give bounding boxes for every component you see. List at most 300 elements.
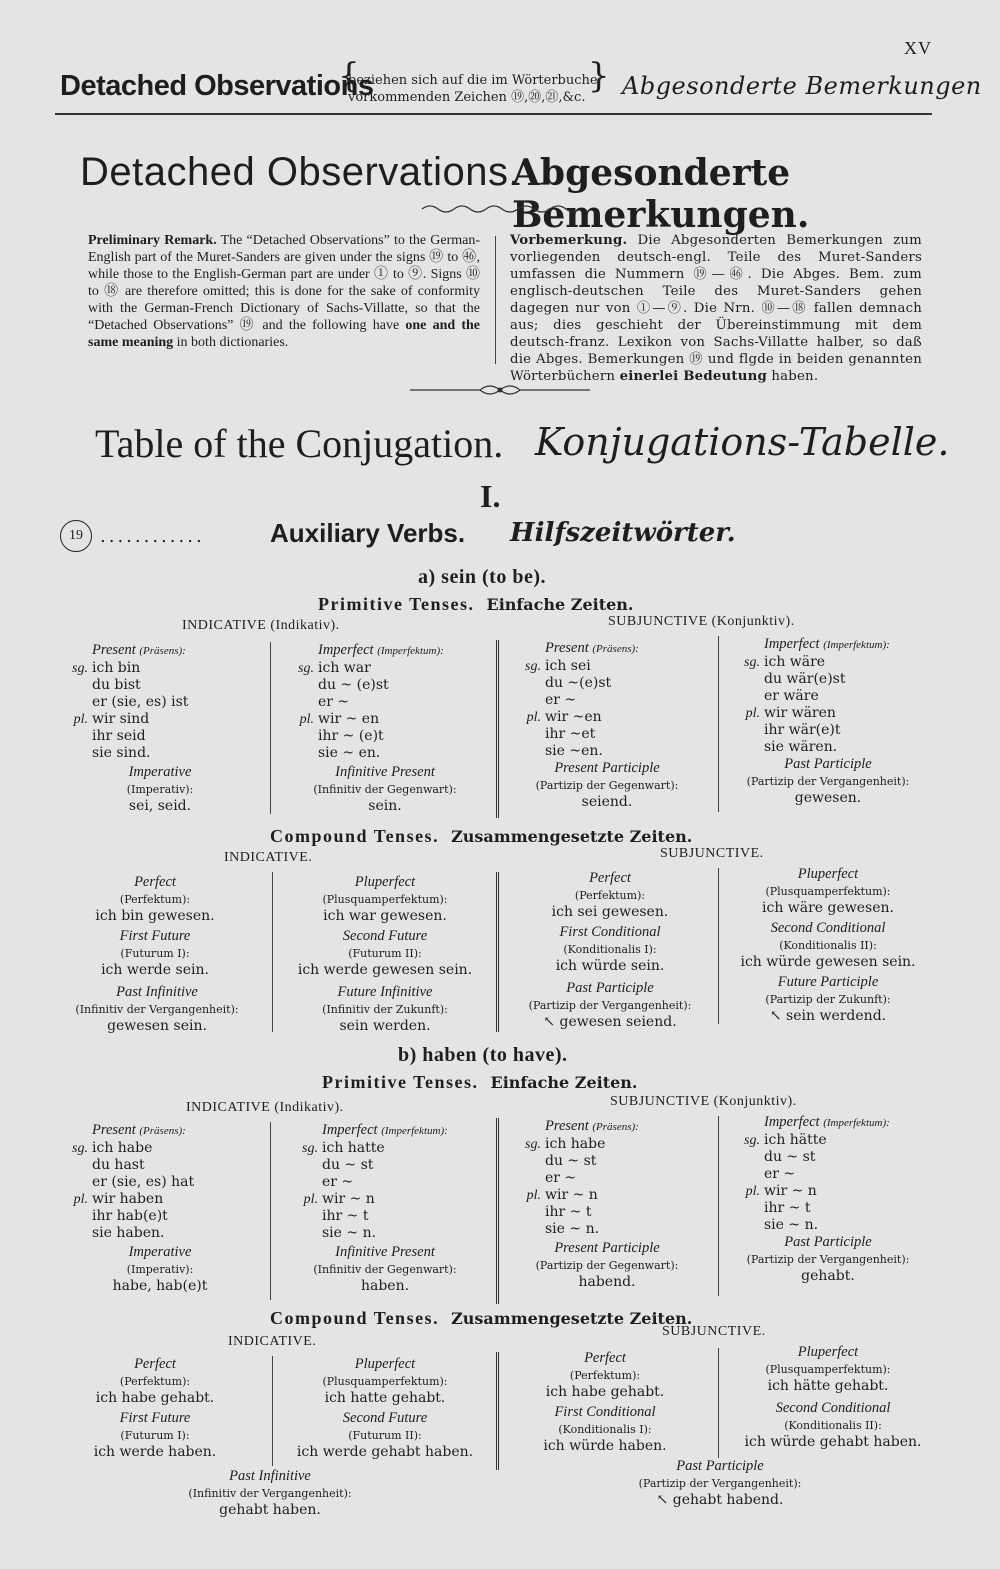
form-german: (Plusquamperfektum):: [322, 893, 448, 906]
form-german: (Perfektum):: [574, 889, 646, 902]
form-value: haben.: [360, 1278, 410, 1294]
tense-label: [318, 642, 444, 660]
form-label: First Conditional: [554, 1404, 656, 1420]
header-rule: [55, 113, 932, 115]
form-german: (Partizip der Vergangenheit):: [746, 1253, 910, 1266]
tense-name: Present: [545, 640, 589, 656]
conj-row: [764, 1217, 890, 1234]
column-divider: [270, 1122, 271, 1300]
conj-row: [318, 745, 444, 762]
sein-c-ind-pluperfect: [290, 874, 480, 925]
haben-c-ind-perfect: [75, 1356, 235, 1407]
conj-row: [545, 692, 639, 709]
conj-form: wir ~en: [545, 709, 602, 725]
conj-row: [92, 728, 188, 745]
preliminary-remark-tail-de: haben.: [766, 369, 819, 384]
form-value: ich bin gewesen.: [95, 908, 215, 924]
conj-form: ihr ~ (e)t: [318, 728, 384, 744]
column-divider: [272, 1356, 273, 1466]
number-marker: pl.: [299, 712, 314, 727]
form-german: (Partizip der Vergangenheit):: [528, 999, 692, 1012]
sein-c-first-conditional: [515, 924, 705, 975]
form-value: habend.: [578, 1274, 636, 1290]
haben-c-past-participle: [610, 1458, 830, 1509]
conj-form: sie ~en.: [545, 743, 603, 759]
conj-row: [764, 722, 890, 739]
tense-german: (Imperfektum):: [381, 1125, 448, 1137]
number-marker: sg.: [525, 1137, 541, 1152]
conj-form: wir ~ n: [545, 1187, 598, 1203]
subjunctive-label: SUBJUNCTIVE (Konjunktiv).: [608, 614, 795, 629]
conj-form: wir ~ n: [764, 1183, 817, 1199]
section-ornament: [410, 380, 590, 400]
conj-form: sie ~ n.: [545, 1221, 600, 1237]
form-label: Perfect: [134, 874, 176, 890]
sein-imperative: [95, 764, 225, 815]
preliminary-remark-german: [510, 232, 922, 385]
form-value: ich werde gewesen sein.: [297, 962, 473, 978]
conj-row: [545, 1221, 639, 1238]
form-label: Past Participle: [676, 1458, 764, 1474]
auxiliary-verbs-heading: Auxiliary Verbs.: [270, 518, 466, 548]
primitive-tenses-de: Einfache Zeiten.: [490, 1073, 638, 1092]
observation-number-badge: 19: [60, 520, 92, 552]
conj-row: [72, 660, 188, 677]
conj-row: [764, 688, 890, 705]
section-numeral: I.: [480, 478, 501, 514]
conj-form: du ~(e)st: [545, 675, 612, 691]
conj-row: [299, 711, 444, 728]
conj-form: ihr ~ t: [322, 1208, 369, 1224]
form-label: Future Infinitive: [337, 984, 433, 1000]
indicative-label: INDICATIVE.: [224, 850, 313, 865]
preliminary-remark-english: [88, 232, 480, 351]
form-value: ich war gewesen.: [323, 908, 447, 924]
conj-row: [322, 1157, 448, 1174]
form-label: Infinitive Present: [335, 764, 435, 780]
form-label: Past Infinitive: [229, 1468, 311, 1484]
conj-form: du ~ st: [764, 1149, 816, 1165]
conj-row: [92, 677, 188, 694]
form-german: (Imperativ):: [126, 783, 194, 796]
conjugation-title-english: Table of the Conjugation.: [95, 421, 504, 466]
conj-form: er ~: [764, 1166, 796, 1182]
verb-heading-haben: b) haben (to have).: [398, 1044, 568, 1066]
conj-form: ich wäre: [764, 654, 826, 670]
conj-form: ich war: [318, 660, 371, 676]
form-value: ich sei gewesen.: [551, 904, 669, 920]
number-marker: sg.: [72, 1141, 88, 1156]
conj-form: er wäre: [764, 688, 819, 704]
form-value: sein.: [368, 798, 402, 814]
haben-c-past-infinitive: [170, 1468, 370, 1519]
haben-sub-imperfect: [744, 1114, 890, 1234]
sein-c-past-participle: [510, 980, 710, 1031]
conj-row: [745, 1183, 890, 1200]
conj-form: ihr hab(e)t: [92, 1208, 168, 1224]
primitive-tenses-en: Primitive Tenses.: [322, 1072, 479, 1092]
conj-form: ich habe: [92, 1140, 153, 1156]
conj-row: [545, 743, 639, 760]
tense-label: [92, 642, 188, 660]
conj-form: wir sind: [92, 711, 150, 727]
form-label: Past Participle: [784, 756, 872, 772]
conj-form: sie sind.: [92, 745, 151, 761]
column-divider: [718, 1116, 719, 1296]
form-german: (Partizip der Zukunft):: [765, 993, 891, 1006]
form-label: Present Participle: [554, 1240, 660, 1256]
form-value: habe, hab(e)t: [112, 1278, 208, 1294]
conj-form: wir ~ n: [322, 1191, 375, 1207]
tense-german: (Imperfektum):: [823, 1117, 890, 1129]
leader-dots: ............: [100, 526, 205, 547]
sein-sub-present: [525, 640, 639, 760]
conj-row: [545, 1170, 639, 1187]
number-marker: sg.: [744, 1133, 760, 1148]
haben-c-second-future: [290, 1410, 480, 1461]
form-german: (Partizip der Vergangenheit):: [638, 1477, 802, 1490]
sein-c-second-future: [290, 928, 480, 979]
form-german: (Perfektum):: [569, 1369, 641, 1382]
conj-form: ihr wär(e)t: [764, 722, 841, 738]
conj-row: [92, 1174, 194, 1191]
preliminary-remark-emphasis-de: einerlei Bedeutung: [619, 369, 767, 384]
title-german: Abgesonderte Bemerkungen.: [512, 152, 810, 236]
primitive-tenses-heading: [318, 594, 634, 615]
form-value: ↖ gewesen seiend.: [543, 1014, 677, 1030]
form-german: (Plusquamperfektum):: [765, 885, 891, 898]
sein-c-first-future: [75, 928, 235, 979]
form-german: (Futurum I):: [120, 1429, 190, 1442]
number-marker: pl.: [73, 712, 88, 727]
number-marker: pl.: [526, 1188, 541, 1203]
tense-label: [322, 1122, 448, 1140]
conj-row: [764, 671, 890, 688]
conj-row: [745, 705, 890, 722]
conj-form: ich bin: [92, 660, 141, 676]
sein-c-sub-perfect: [515, 870, 705, 921]
tense-german: (Präsens):: [139, 645, 186, 657]
number-marker: sg.: [744, 655, 760, 670]
conj-row: [526, 709, 639, 726]
number-marker: sg.: [525, 659, 541, 674]
conj-form: sie wären.: [764, 739, 838, 755]
form-label: Pluperfect: [354, 1356, 416, 1372]
form-german: (Partizip der Gegenwart):: [535, 779, 679, 792]
form-label: Infinitive Present: [335, 1244, 435, 1260]
conj-form: ihr ~et: [545, 726, 596, 742]
form-value: ich hatte gehabt.: [324, 1390, 446, 1406]
form-german: (Imperativ):: [126, 1263, 194, 1276]
sein-infinitive-present: [290, 764, 480, 815]
sein-c-ind-perfect: [75, 874, 235, 925]
conj-row: [764, 1166, 890, 1183]
compound-tenses-de: Zusammengesetzte Zeiten.: [451, 827, 693, 846]
haben-infinitive-present: [290, 1244, 480, 1295]
indicative-label: INDICATIVE.: [228, 1334, 317, 1349]
tense-name: Present: [545, 1118, 589, 1134]
haben-c-first-future: [75, 1410, 235, 1461]
form-german: (Plusquamperfektum):: [322, 1375, 448, 1388]
form-label: Pluperfect: [797, 1344, 859, 1360]
number-marker: pl.: [73, 1192, 88, 1207]
preliminary-remark-label-de: Vorbemerkung.: [510, 233, 628, 248]
conj-form: er ~: [322, 1174, 354, 1190]
form-value: ich werde haben.: [93, 1444, 217, 1460]
indicative-label: INDICATIVE (Indikativ).: [186, 1100, 344, 1115]
conj-row: [318, 694, 444, 711]
running-head-german: Abgesonderte Bemerkungen: [622, 72, 982, 100]
form-value: gewesen.: [794, 790, 862, 806]
column-divider: [495, 236, 496, 364]
conj-row: [73, 711, 188, 728]
column-divider: [496, 1352, 499, 1470]
conj-form: sie ~ en.: [318, 745, 381, 761]
conj-row: [318, 677, 444, 694]
conj-row: [92, 694, 188, 711]
form-label: First Future: [119, 1410, 191, 1426]
conj-row: [92, 745, 188, 762]
form-label: Second Future: [342, 1410, 428, 1426]
number-marker: sg.: [72, 661, 88, 676]
haben-c-sub-pluperfect: [728, 1344, 928, 1395]
primitive-tenses-en: Primitive Tenses.: [318, 594, 475, 614]
tense-german: (Imperfektum):: [377, 645, 444, 657]
conj-form: ihr ~ t: [545, 1204, 592, 1220]
form-german: (Infinitiv der Vergangenheit):: [75, 1003, 239, 1016]
haben-imperative: [90, 1244, 230, 1295]
tense-label: [764, 1114, 890, 1132]
form-german: (Konditionalis I):: [558, 1423, 652, 1436]
preliminary-remark-tail: in both dictionaries.: [173, 335, 289, 350]
form-german: (Konditionalis I):: [563, 943, 657, 956]
number-marker: pl.: [745, 1184, 760, 1199]
conj-form: sie haben.: [92, 1225, 165, 1241]
conj-row: [72, 1140, 194, 1157]
form-label: Past Infinitive: [116, 984, 198, 1000]
conj-form: er ~: [545, 692, 577, 708]
conj-row: [73, 1191, 194, 1208]
conj-form: er ~: [545, 1170, 577, 1186]
number-marker: pl.: [745, 706, 760, 721]
conj-form: sie ~ n.: [322, 1225, 377, 1241]
conj-form: ich sei: [545, 658, 591, 674]
form-german: (Partizip der Vergangenheit):: [746, 775, 910, 788]
form-german: (Konditionalis II):: [779, 939, 877, 952]
sein-c-future-participle: [728, 974, 928, 1025]
form-german: (Infinitiv der Vergangenheit):: [188, 1487, 352, 1500]
tense-name: Imperfect: [322, 1122, 378, 1138]
conj-row: [322, 1225, 448, 1242]
form-german: (Plusquamperfektum):: [765, 1363, 891, 1376]
form-value: ich würde sein.: [555, 958, 665, 974]
conj-row: [525, 658, 639, 675]
form-label: Past Participle: [566, 980, 654, 996]
form-value: ich habe gehabt.: [545, 1384, 665, 1400]
form-value: ich werde sein.: [101, 962, 209, 978]
conj-row: [92, 1208, 194, 1225]
subjunctive-label: SUBJUNCTIVE.: [660, 846, 764, 861]
sein-ind-present: [72, 642, 189, 762]
tense-label: [545, 1118, 639, 1136]
title-english: Detached Observations.: [80, 150, 521, 194]
haben-sub-present: [525, 1118, 639, 1238]
tense-german: (Präsens):: [139, 1125, 186, 1137]
conj-form: wir haben: [92, 1191, 164, 1207]
running-head-note-line: vorkommenden Zeichen ⑲,⑳,㉑,&c.: [348, 90, 586, 105]
form-label: Present Participle: [554, 760, 660, 776]
number-marker: sg.: [298, 661, 314, 676]
conj-row: [526, 1187, 639, 1204]
form-label: Future Participle: [777, 974, 879, 990]
form-value: sei, seid.: [128, 798, 192, 814]
conj-form: du bist: [92, 677, 141, 693]
conj-form: du ~ (e)st: [318, 677, 389, 693]
form-value: gehabt.: [801, 1268, 855, 1284]
form-label: Past Participle: [784, 1234, 872, 1250]
verb-heading-sein: a) sein (to be).: [418, 566, 546, 588]
primitive-tenses-heading: [322, 1072, 638, 1093]
subjunctive-label: SUBJUNCTIVE (Konjunktiv).: [610, 1094, 797, 1109]
form-value: ich habe gehabt.: [95, 1390, 215, 1406]
compound-tenses-heading: [270, 826, 692, 847]
form-german: (Perfektum):: [119, 893, 191, 906]
conj-row: [744, 654, 890, 671]
tense-name: Present: [92, 642, 136, 658]
running-head-note: [348, 72, 598, 106]
form-label: First Conditional: [559, 924, 661, 940]
conj-form: ihr ~ t: [764, 1200, 811, 1216]
form-german: (Futurum I):: [120, 947, 190, 960]
tense-german: (Präsens):: [592, 643, 639, 655]
tense-german: (Präsens):: [592, 1121, 639, 1133]
conj-row: [92, 1225, 194, 1242]
column-divider: [496, 1118, 499, 1304]
conj-row: [303, 1191, 448, 1208]
conj-row: [318, 728, 444, 745]
page-number: XV: [904, 38, 932, 58]
column-divider: [718, 636, 719, 812]
conj-row: [92, 1157, 194, 1174]
form-label: Pluperfect: [354, 874, 416, 890]
haben-ind-imperfect: [302, 1122, 448, 1242]
form-label: Perfect: [134, 1356, 176, 1372]
conj-row: [764, 1200, 890, 1217]
sein-present-participle: [512, 760, 702, 811]
conj-row: [545, 726, 639, 743]
conj-form: er (sie, es) ist: [92, 694, 189, 710]
form-german: (Partizip der Gegenwart):: [535, 1259, 679, 1272]
form-value: ich würde gewesen sein.: [740, 954, 916, 970]
conj-row: [764, 1149, 890, 1166]
compound-tenses-en: Compound Tenses.: [270, 1308, 440, 1328]
number-marker: pl.: [303, 1192, 318, 1207]
tense-name: Imperfect: [764, 1114, 820, 1130]
form-value: gehabt haben.: [219, 1502, 321, 1518]
conj-row: [545, 675, 639, 692]
conj-row: [322, 1174, 448, 1191]
form-label: First Future: [119, 928, 191, 944]
tense-name: Imperfect: [318, 642, 374, 658]
tense-label: [764, 636, 890, 654]
form-label: Pluperfect: [797, 866, 859, 882]
conj-form: du ~ st: [545, 1153, 597, 1169]
form-german: (Futurum II):: [348, 947, 422, 960]
conj-form: er ~: [318, 694, 350, 710]
tense-name: Imperfect: [764, 636, 820, 652]
conj-form: du wär(e)st: [764, 671, 846, 687]
sein-c-sub-pluperfect: [728, 866, 928, 917]
conj-form: ich hatte: [322, 1140, 385, 1156]
tense-label: [545, 640, 639, 658]
number-marker: pl.: [526, 710, 541, 725]
sein-past-participle: [728, 756, 928, 807]
conj-row: [322, 1208, 448, 1225]
haben-ind-present: [72, 1122, 195, 1242]
form-value: ↖ sein werdend.: [769, 1008, 887, 1024]
compound-tenses-de: Zusammengesetzte Zeiten.: [451, 1309, 693, 1328]
haben-present-participle: [512, 1240, 702, 1291]
form-value: sein werden.: [339, 1018, 431, 1034]
form-german: (Perfektum):: [119, 1375, 191, 1388]
haben-c-first-conditional: [510, 1404, 700, 1455]
conj-form: sie ~ n.: [764, 1217, 819, 1233]
column-divider: [496, 640, 499, 818]
preliminary-remark-emphasis: one and the same meaning: [88, 318, 480, 350]
number-marker: sg.: [302, 1141, 318, 1156]
form-value: ich würde gehabt haben.: [744, 1434, 922, 1450]
running-head-english: Detached Observations: [60, 70, 374, 102]
conj-row: [545, 1204, 639, 1221]
column-divider: [496, 872, 499, 1032]
compound-tenses-heading: [270, 1308, 692, 1329]
conjugation-title-german: Konjugations-Tabelle.: [535, 420, 950, 464]
form-label: Imperative: [128, 764, 192, 780]
conj-row: [744, 1132, 890, 1149]
column-divider: [272, 872, 273, 1032]
conj-row: [302, 1140, 448, 1157]
conj-row: [525, 1136, 639, 1153]
form-value: ich würde haben.: [543, 1438, 667, 1454]
conj-form: ich habe: [545, 1136, 606, 1152]
haben-past-participle: [728, 1234, 928, 1285]
conj-form: er (sie, es) hat: [92, 1174, 195, 1190]
form-label: Second Conditional: [770, 920, 886, 936]
column-divider: [270, 642, 271, 814]
conj-row: [545, 1153, 639, 1170]
auxiliary-verbs-heading-german: Hilfszeitwörter.: [510, 518, 736, 548]
conj-form: du ~ st: [322, 1157, 374, 1173]
form-label: Second Future: [342, 928, 428, 944]
preliminary-remark-text-de: Die Abgesonderten Bemerkungen zum vorliegenden deutsch-engl. Teile des Muret-Sanders umfassen die Nummern ⑲—㊻. Die Abges. Bem. zum englisch-deutschen Teile des Muret-Sanders gehen dagegen nur von ①—⑨. Die Nrn. ⑩—⑱ fallen demnach aus; dies geschieht der Übereinstimmung mit dem deutsch-franz. Lexikon von Sachs-Villatte halber, so daß die Abges. Bemerkungen ⑲ und flgde in beiden genannten Wörterbüchern: [510, 233, 922, 384]
preliminary-remark-label: Preliminary Remark.: [88, 233, 217, 248]
form-value: ich wäre gewesen.: [762, 900, 894, 916]
column-divider: [718, 868, 719, 1024]
sein-c-second-conditional: [728, 920, 928, 971]
form-label: Imperative: [128, 1244, 192, 1260]
conj-row: [298, 660, 444, 677]
form-value: ich hätte gehabt.: [767, 1378, 889, 1394]
conj-form: ihr seid: [92, 728, 146, 744]
conj-form: wir wären: [764, 705, 836, 721]
form-german: (Infinitiv der Gegenwart):: [313, 1263, 457, 1276]
form-value: ↖ gehabt habend.: [656, 1492, 784, 1508]
preliminary-remark-text: The “Detached Observations” to the German-English part of the Muret-Sanders are given under the signs ⑲ to ㊻, while those to the English-German part are under ① to ⑨. Signs ⑩ to ⑱ are therefore omitted; this is done for the sake of conformity with the German-French Dictionary of Sachs-Villatte, so that the “Detached Observations” ⑲ and the following have: [88, 233, 481, 333]
form-german: (Infinitiv der Gegenwart):: [313, 783, 457, 796]
tense-label: [92, 1122, 194, 1140]
haben-c-second-conditional: [728, 1400, 938, 1451]
sein-ind-imperfect: [298, 642, 444, 762]
